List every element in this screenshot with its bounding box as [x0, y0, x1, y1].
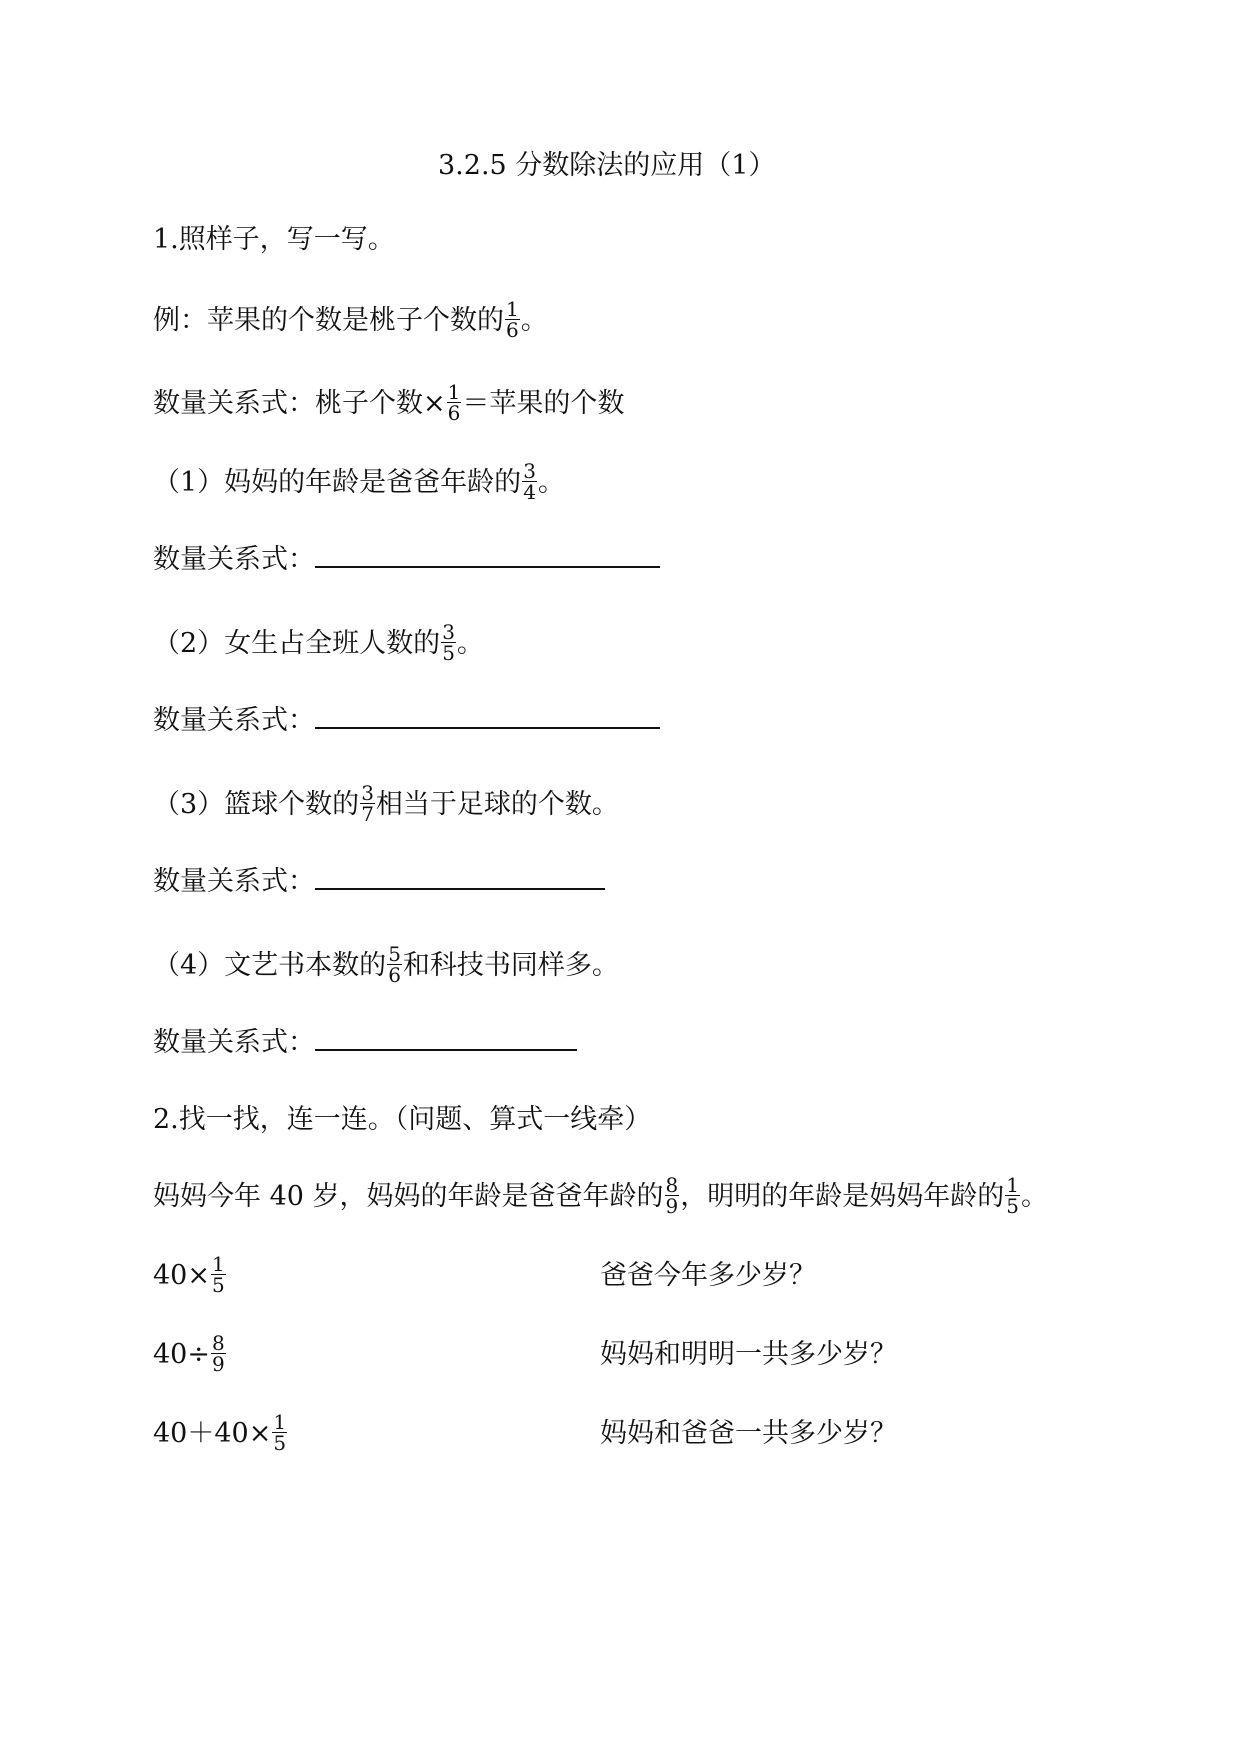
q1-answer-4: 数量关系式：: [153, 1023, 577, 1063]
answer-blank[interactable]: [315, 703, 660, 729]
expression[interactable]: 40× $\frac{1}{5}$: [153, 1252, 225, 1297]
q1-example: 例：苹果的个数是桃子个数的 $\frac{1}{6}$ 。: [153, 297, 548, 342]
fraction: $\frac{3}{7}$: [361, 781, 374, 826]
q1-item-3: （3）篮球个数的 $\frac{3}{7}$ 相当于足球的个数。: [153, 781, 619, 826]
expression[interactable]: 40＋40× $\frac{1}{5}$: [153, 1410, 287, 1455]
fraction: $\frac{1}{5}$: [273, 1410, 287, 1455]
question[interactable]: 爸爸今年多少岁？: [600, 1260, 816, 1291]
fraction: $\frac{8}{9}$: [211, 1331, 225, 1376]
q1-answer-3: 数量关系式：: [153, 862, 605, 902]
fraction: $\frac{3}{5}$: [442, 620, 455, 665]
question[interactable]: 妈妈和爸爸一共多少岁？: [600, 1418, 897, 1449]
answer-blank[interactable]: [315, 1025, 577, 1051]
fraction: $\frac{1}{6}$: [447, 380, 461, 425]
page-title: 3.2.5 分数除法的应用（1）: [438, 150, 776, 181]
fraction: $\frac{1}{5}$: [1006, 1173, 1019, 1218]
fraction: $\frac{8}{9}$: [665, 1173, 679, 1218]
fraction: $\frac{1}{6}$: [506, 297, 519, 342]
expression[interactable]: 40÷ $\frac{8}{9}$: [153, 1331, 225, 1376]
fraction: $\frac{3}{4}$: [523, 459, 536, 504]
match-row: [153, 1252, 1053, 1297]
q2-statement: 妈妈今年 40 岁，妈妈的年龄是爸爸年龄的 $\frac{8}{9}$ ，明明的年龄是妈妈年龄的 $\frac{1}{5}$ 。: [153, 1173, 1048, 1218]
fraction: $\frac{1}{5}$: [211, 1252, 225, 1297]
q1-item-1: （1）妈妈的年龄是爸爸年龄的 $\frac{3}{4}$ 。: [153, 459, 565, 504]
match-row: [153, 1331, 1053, 1376]
q1-answer-1: 数量关系式：: [153, 540, 660, 580]
fraction: $\frac{5}{6}$: [388, 942, 401, 987]
q1-example-relation: 数量关系式：桃子个数× $\frac{1}{6}$ ＝苹果的个数: [153, 380, 625, 425]
q1-item-2: （2）女生占全班人数的 $\frac{3}{5}$ 。: [153, 620, 484, 665]
q1-answer-2: 数量关系式：: [153, 701, 660, 741]
match-row: [153, 1410, 1053, 1455]
answer-blank[interactable]: [315, 864, 605, 890]
question[interactable]: 妈妈和明明一共多少岁？: [600, 1339, 897, 1370]
answer-blank[interactable]: [315, 542, 660, 568]
q1-heading: 1.照样子，写一写。: [153, 224, 395, 255]
q2-heading: 2.找一找，连一连。（问题、算式一线牵）: [153, 1104, 652, 1135]
q1-item-4: （4）文艺书本数的 $\frac{5}{6}$ 和科技书同样多。: [153, 942, 619, 987]
